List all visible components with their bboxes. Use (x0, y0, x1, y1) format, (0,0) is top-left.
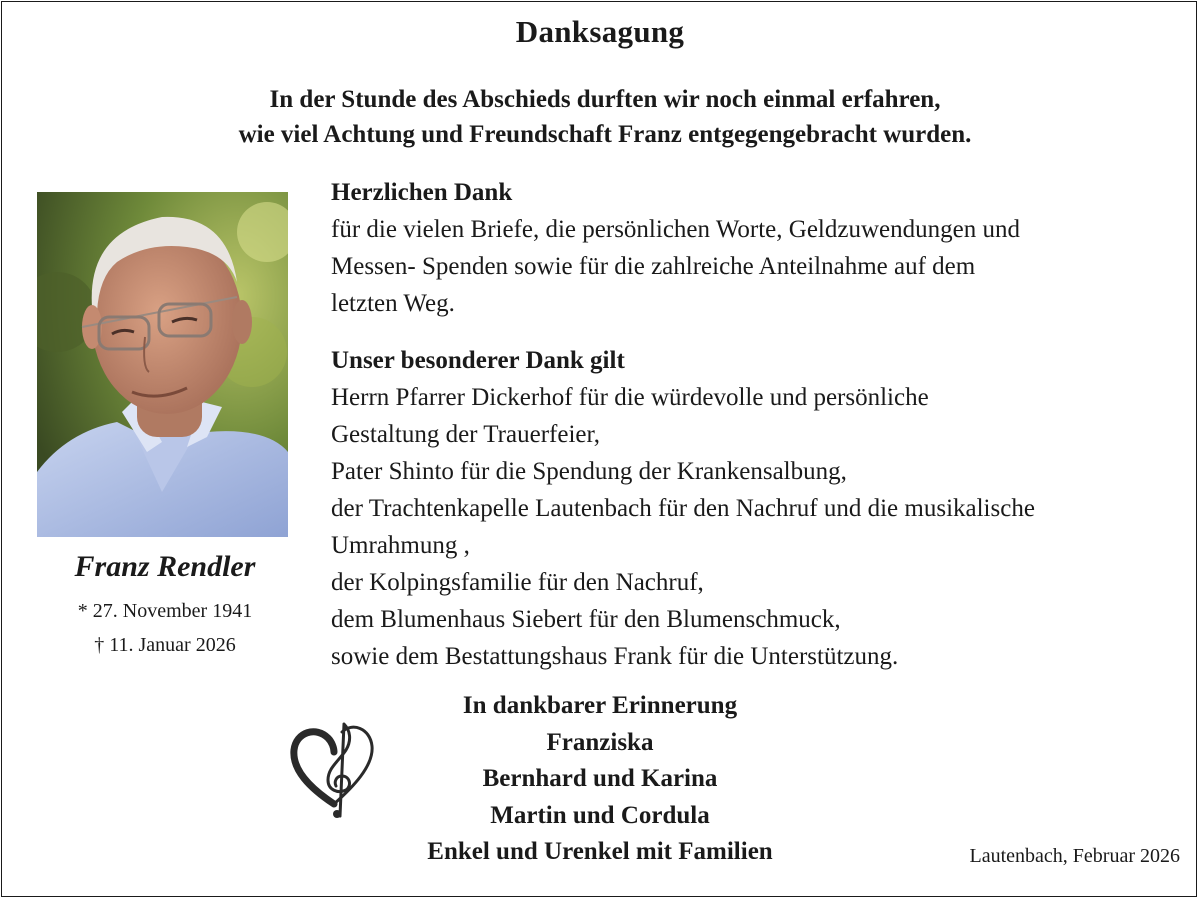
thanks-special-line: Gestaltung der Trauerfeier, (331, 421, 601, 448)
thanks-special-line: der Kolpingsfamilie für den Nachruf, (331, 569, 704, 596)
thanks-special-line: sowie dem Bestattungshaus Frank für die Unterstützung. (331, 643, 899, 670)
thanks-special-line: dem Blumenhaus Siebert für den Blumenschmuck, (331, 606, 841, 633)
death-date: † 11. Januar 2026 (94, 634, 236, 656)
thanks-special-line: der Trachtenkapelle Lautenbach für den Nachruf und die musikalische (331, 495, 1035, 522)
thanks-special-section (331, 342, 1181, 675)
closing-heading: In dankbarer Erinnerung (462, 692, 738, 719)
heart-treble-clef-icon (290, 718, 380, 822)
place-date: Lautenbach, Februar 2026 (969, 845, 1180, 867)
portrait-photo (37, 192, 288, 537)
signatory-name: Martin und Cordula (490, 801, 710, 829)
intro-text (0, 82, 1200, 152)
signatory-name: Franziska (546, 728, 654, 756)
thanks-general-line: letzten Weg. (331, 290, 455, 317)
birth-date: * 27. November 1941 (77, 600, 253, 622)
intro-line: In der Stunde des Abschieds durften wir noch einmal erfahren, (269, 86, 941, 113)
deceased-name: Franz Rendler (74, 550, 256, 583)
thanks-special-line: Herrn Pfarrer Dickerhof für die würdevolle und persönliche (331, 384, 929, 411)
signatory-name: Enkel und Urenkel mit Familien (427, 838, 773, 865)
intro-line: wie viel Achtung und Freundschaft Franz entgegengebracht wurden. (238, 121, 972, 148)
thanks-general-section (331, 174, 1181, 322)
thanks-special-heading: Unser besonderer Dank gilt (331, 347, 625, 374)
thanks-special-line: Pater Shinto für die Spendung der Krankensalbung, (331, 458, 847, 485)
closing-signatures (380, 688, 820, 871)
thanks-special-line: Umrahmung , (331, 532, 470, 559)
notice-title: Danksagung (515, 14, 685, 49)
thanks-general-line: Messen- Spenden sowie für die zahlreiche Anteilnahme auf dem (331, 253, 976, 280)
thanks-general-heading: Herzlichen Dank (331, 179, 513, 206)
signatory-name: Bernhard und Karina (482, 765, 718, 792)
thanks-general-line: für die vielen Briefe, die persönlichen Worte, Geldzuwendungen und (331, 216, 1020, 243)
